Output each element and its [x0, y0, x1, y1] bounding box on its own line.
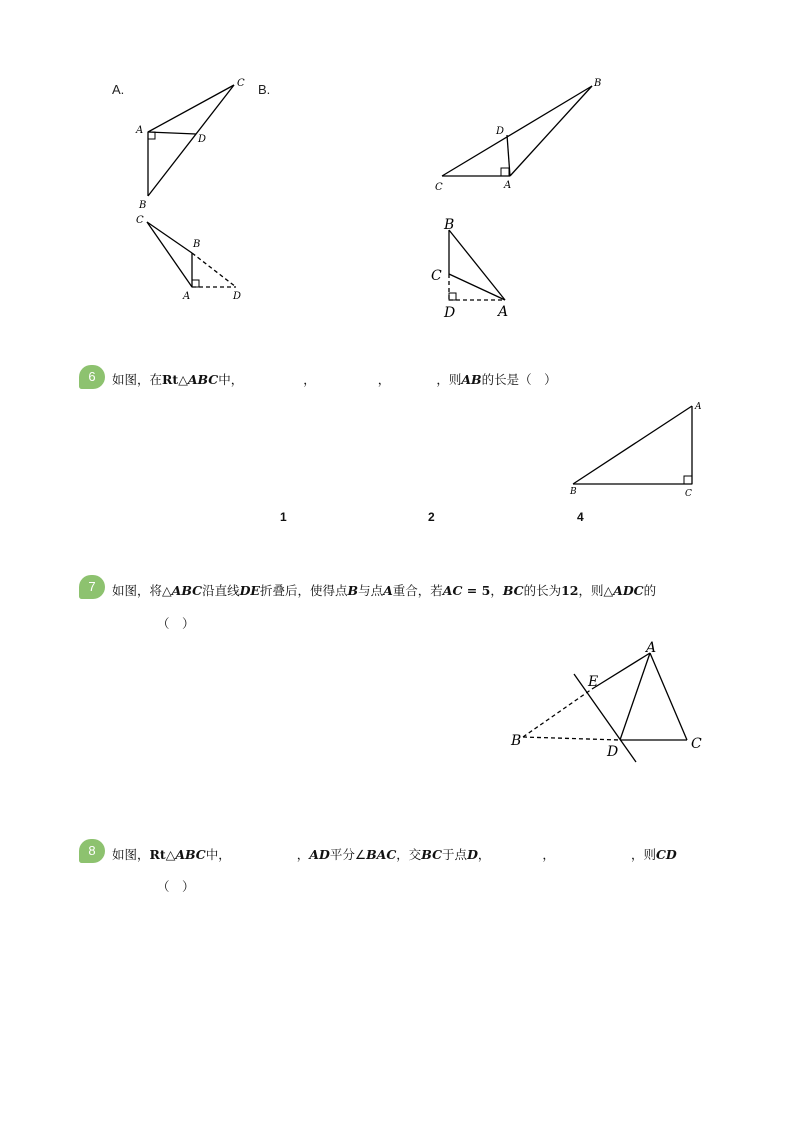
fig-a-label-c: C	[237, 78, 245, 89]
fig-b-label-b: B	[594, 78, 602, 89]
q7-ac: AC	[442, 583, 463, 598]
q7-de: DE	[239, 583, 260, 598]
q7-12: 12	[561, 583, 579, 598]
question-6-text	[112, 370, 557, 388]
option-b-label[interactable]: B.	[258, 82, 271, 97]
q7-b: B	[347, 583, 359, 598]
fig-c-label-d: D	[233, 291, 242, 302]
q8-abc: ABC	[175, 847, 206, 862]
fig-b-label-a: A	[504, 180, 512, 191]
q7-label-d: D	[607, 744, 619, 760]
fig-d-label-b: B	[444, 217, 455, 233]
q6-comma-2: ，	[377, 372, 391, 387]
q8-comma-2: ，	[477, 847, 491, 862]
q8-triangle-symbol: △	[165, 847, 176, 862]
q6-label-a: A	[695, 402, 702, 412]
q7-text-7: ，则△	[578, 583, 614, 598]
q8-comma-3: ，	[542, 847, 555, 862]
q7-comma: ，	[490, 583, 503, 598]
q7-text-6: 的长为	[523, 583, 562, 598]
figure-option-b	[430, 72, 610, 194]
question-7-answer-bracket: （ ）	[157, 616, 195, 631]
fig-b-label-c: C	[435, 182, 443, 193]
q7-label-b: B	[511, 733, 522, 749]
fig-b-side-ab	[510, 86, 592, 176]
q6-text-1: 如图，在	[112, 372, 163, 387]
q7-side-ac	[650, 653, 687, 740]
q7-abc: ABC	[171, 583, 203, 598]
q6-choice-1[interactable]: 1	[280, 510, 287, 524]
q7-text-5: 重合，若	[392, 583, 443, 598]
q7-side-ad	[620, 653, 650, 740]
option-a-label[interactable]: A.	[112, 82, 125, 97]
q8-bac: BAC	[366, 847, 397, 862]
q7-text-2: 沿直线	[202, 583, 240, 598]
fig-c-side-ca	[147, 222, 192, 287]
q6-text-3: ，则	[436, 372, 462, 387]
q6-text-4: 的长是（ ）	[481, 372, 557, 387]
question-8-number-badge: 8	[79, 839, 105, 863]
q8-text-5: 于点	[442, 847, 468, 862]
question-8-answer-bracket: （ ）	[157, 879, 195, 894]
q6-label-b: B	[570, 487, 577, 497]
q7-text-1: 如图，将△	[112, 583, 172, 598]
q6-ab: AB	[461, 372, 482, 387]
q6-side-ab	[573, 406, 692, 484]
fig-c-label-b: B	[193, 239, 201, 250]
q8-text-6: ，则	[630, 847, 656, 862]
q7-adc: ADC	[613, 583, 644, 598]
fig-d-side-ba	[449, 230, 505, 300]
fig-c-side-cb	[147, 222, 192, 253]
q8-text-3: 平分∠	[329, 847, 367, 862]
fig-d-label-c: C	[431, 268, 442, 284]
q7-side-ea	[592, 653, 650, 689]
fig-c-right-angle	[192, 280, 199, 287]
fig-b-label-d: D	[496, 126, 505, 137]
fig-a-side-ac	[148, 85, 234, 132]
question-6-number-badge: 6	[79, 365, 105, 389]
fig-d-side-ca	[449, 274, 505, 300]
fig-a-side-bc	[148, 85, 234, 196]
q8-bc: BC	[421, 847, 443, 862]
q6-abc: ABC	[187, 372, 219, 387]
q8-text-1: 如图，	[112, 847, 150, 862]
figure-option-a	[130, 72, 250, 212]
q6-rt: Rt	[162, 372, 179, 387]
q7-a: A	[383, 583, 393, 598]
question-7-number-badge: 7	[79, 575, 105, 599]
q6-comma-1: ，	[303, 372, 316, 387]
fig-a-label-a: A	[136, 125, 144, 136]
fig-d-label-a: A	[498, 304, 509, 320]
question-6-figure	[565, 398, 705, 502]
q7-dashed-be	[523, 689, 592, 737]
q6-text-2: 中，	[218, 372, 244, 387]
q8-ad: AD	[309, 847, 330, 862]
q7-dashed-bd	[523, 737, 620, 740]
question-8-text	[112, 845, 677, 863]
q8-text-2: 中，	[205, 847, 231, 862]
q7-label-c: C	[691, 736, 702, 752]
fig-a-right-angle	[148, 132, 155, 139]
fig-d-label-d: D	[444, 305, 456, 321]
figure-option-c	[130, 210, 250, 305]
q7-label-e: E	[588, 674, 599, 690]
fig-b-side-cb	[442, 86, 592, 176]
question-7-text	[112, 581, 656, 599]
fig-a-label-b: B	[139, 200, 147, 211]
fig-c-label-c: C	[136, 215, 144, 226]
question-7-figure	[505, 636, 715, 768]
q6-choice-2[interactable]: 2	[428, 510, 435, 524]
q6-label-c: C	[685, 489, 692, 499]
q8-cd: CD	[655, 847, 677, 862]
q8-text-4: ，交	[396, 847, 422, 862]
fig-c-label-a: A	[183, 291, 191, 302]
q7-bc: BC	[502, 583, 524, 598]
q7-text-4: 与点	[358, 583, 384, 598]
q7-fold-line-de	[574, 674, 636, 762]
figure-option-d	[425, 210, 525, 322]
q7-eq-5: = 5	[462, 583, 491, 598]
fig-b-right-angle	[501, 168, 509, 176]
fig-a-label-d: D	[198, 134, 207, 145]
q8-d: D	[467, 847, 478, 862]
q7-label-a: A	[646, 640, 657, 656]
q7-text-3: 折叠后，使得点	[259, 583, 348, 598]
q8-comma-1: ，	[296, 847, 310, 862]
q6-right-angle	[684, 476, 692, 484]
q8-rt: Rt	[149, 847, 166, 862]
q6-triangle-symbol: △	[178, 372, 188, 387]
q7-text-8: 的	[643, 583, 657, 598]
q6-choice-3[interactable]: 4	[577, 510, 584, 524]
fig-d-right-angle	[449, 293, 456, 300]
